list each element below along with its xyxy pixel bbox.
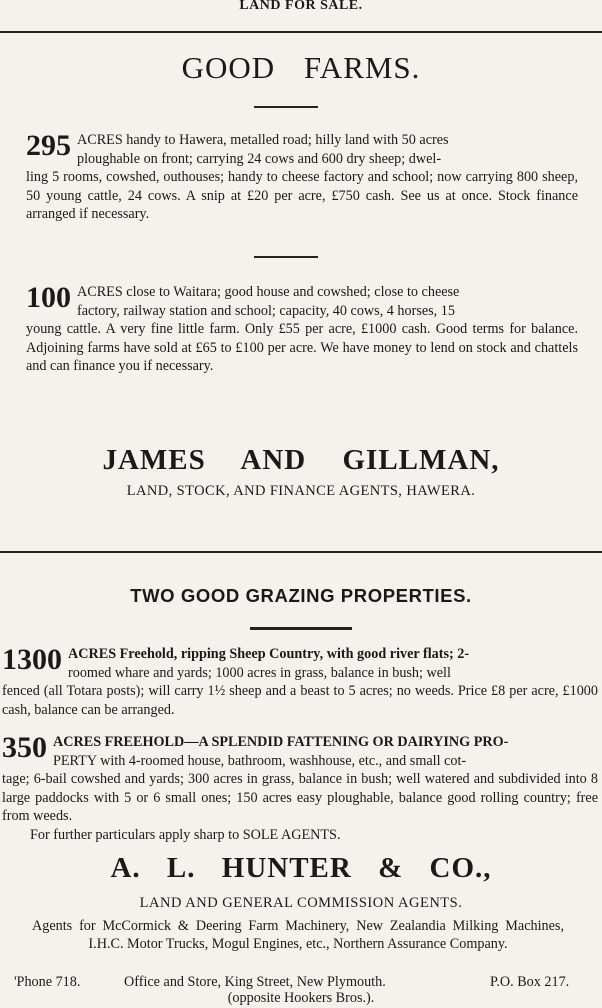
ad1-agent-name: JAMES AND GILLMAN, — [102, 444, 500, 476]
listing-text: fenced (all Totara posts); will carry 1½ sheep and a beast to 5 acres; no weeds. Price £8 per acre, £1000 cash, balance can be arranged. — [2, 683, 598, 718]
listing-line: ACRES Freehold, ripping Sheep Country, with good river flats; 2- — [68, 646, 470, 662]
ad1-heading-rule — [254, 106, 318, 108]
listing-100 — [26, 283, 578, 376]
ad2-heading: TWO GOOD GRAZING PROPERTIES. — [130, 585, 472, 606]
ad2-phone: 'Phone 718. — [14, 974, 81, 990]
listing-295 — [26, 131, 578, 224]
listing-line: ploughable on front; carrying 24 cows and 600 dry sheep; dwel- — [77, 150, 442, 167]
ad2-agents-for: Agents for McCormick & Deering Farm Machinery, New Zealandia Milking Machines, I.H.C. Motor Trucks, Mogul Engines, etc., Northern Assurance Company. — [32, 918, 564, 952]
ad1-agent-desc: LAND, STOCK, AND FINANCE AGENTS, HAWERA. — [126, 483, 476, 499]
ad2-agent-name: A. L. HUNTER & CO., — [110, 852, 492, 884]
listing-number: 1300 — [2, 643, 62, 676]
listing-line: ACRES close to Waitara; good house and cowshed; close to cheese — [77, 284, 460, 300]
listing-number: 100 — [26, 281, 71, 314]
section-rule — [0, 551, 602, 553]
listing-1300 — [2, 645, 598, 719]
page-header-title: LAND FOR SALE. — [239, 0, 363, 13]
ad2-agent-desc: LAND AND GENERAL COMMISSION AGENTS. — [139, 895, 463, 911]
ad1-divider-rule — [254, 256, 318, 258]
listing-text: ling 5 rooms, cowshed, outhouses; handy to cheese factory and school; now carrying 800 sheep, 50 young cattle, 24 cows. A snip at £20 per acre, £750 cash. See us at once. Stock finance arranged if necessary. — [26, 169, 578, 223]
listing-line: roomed whare and yards; 1000 acres in grass, balance in bush; well — [68, 664, 451, 681]
listing-number: 295 — [26, 129, 71, 162]
ad1-heading: GOOD FARMS. — [181, 50, 421, 85]
listing-text: tage; 6-bail cowshed and yards; 300 acres in grass, balance in bush; well watered and subdivided into 8 large paddocks with 5 or 6 small ones; 150 acres easy ploughable, balance good rolling country; free from weeds. — [2, 771, 598, 825]
listing-line: ACRES handy to Hawera, metalled road; hilly land with 50 acres — [77, 132, 449, 148]
ad2-closing: For further particulars apply sharp to SOLE AGENTS. — [30, 827, 341, 843]
listing-line: ACRES FREEHOLD—A SPLENDID FATTENING OR DAIRYING PRO- — [53, 734, 509, 750]
ad2-office: Office and Store, King Street, New Plymouth. — [124, 974, 386, 990]
ad2-heading-rule — [250, 627, 352, 630]
listing-line: PERTY with 4-roomed house, bathroom, washhouse, etc., and small cot- — [53, 752, 467, 769]
listing-line: factory, railway station and school; capacity, 40 cows, 4 horses, 15 — [77, 302, 455, 319]
listing-text: young cattle. A very fine little farm. Only £55 per acre, £1000 cash. Good terms for balance. Adjoining farms have sold at £65 to £100 per acre. We have money to lend on stock and chattels and can finance you if necessary. — [26, 321, 578, 375]
header-rule — [0, 31, 602, 33]
ad2-opposite: (opposite Hookers Bros.). — [227, 990, 375, 1006]
ad2-po-box: P.O. Box 217. — [490, 974, 570, 990]
listing-350 — [2, 733, 598, 826]
listing-number: 350 — [2, 731, 47, 764]
